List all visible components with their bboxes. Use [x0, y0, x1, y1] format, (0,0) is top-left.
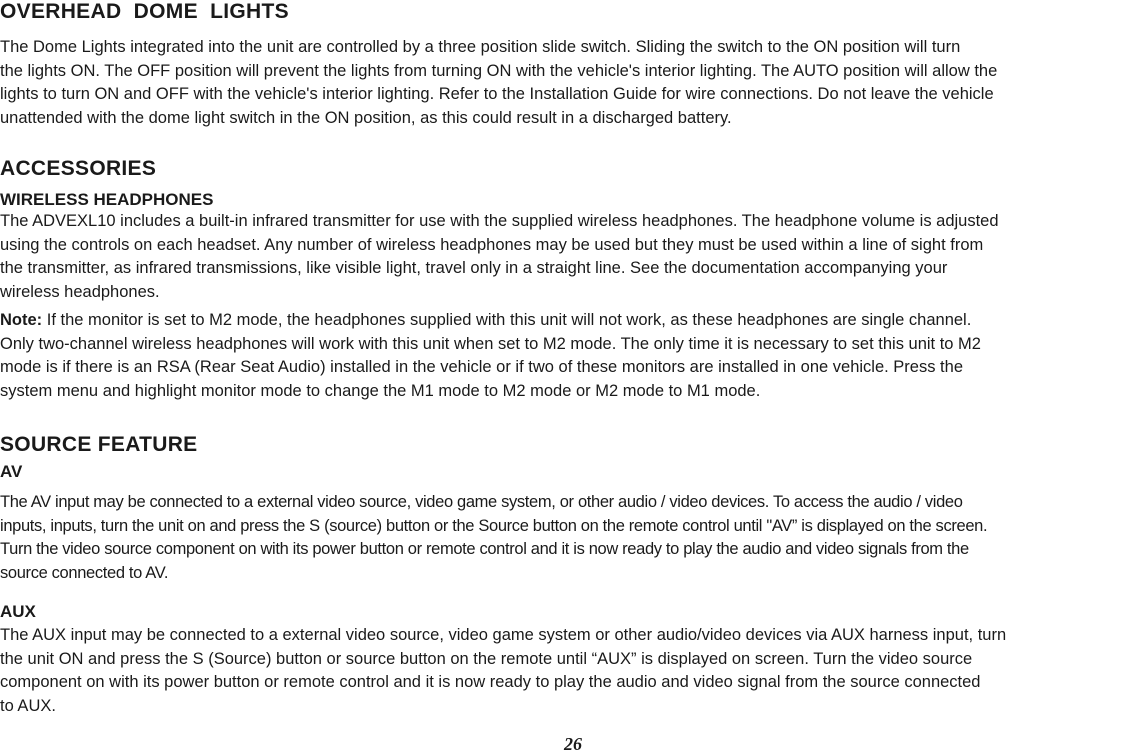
aux-line: the unit ON and press the S (Source) button or source button on the remote until “AUX” is displayed on screen. Turn the video source: [0, 649, 973, 668]
accessories-title: ACCESSORIES: [0, 157, 157, 180]
accessories-line: using the controls on each headset. Any number of wireless headphones may be used but they must be used within a line of sight from: [0, 235, 984, 254]
wireless-headphones-heading: WIRELESS HEADPHONES: [0, 190, 214, 209]
av-line: source connected to AV.: [0, 564, 169, 583]
accessories-line: The ADVEXL10 includes a built-in infrared transmitter for use with the supplied wireless headphones. The headphone volume is adjusted: [0, 212, 999, 230]
overhead-line: lights to turn ON and OFF with the vehicle's interior lighting. Refer to the Installation Guide for wire connections. Do not leave the vehicle: [0, 85, 994, 104]
av-heading-block: [0, 462, 1146, 482]
aux-line: component on with its power button or remote control and it is now ready to play the audio and video signal from the source connected: [0, 673, 981, 692]
note-label: Note:: [0, 311, 43, 329]
overhead-dome-lights-section: [0, 0, 1146, 24]
accessories-paragraph: [0, 210, 1146, 305]
accessories-section: [0, 157, 1146, 181]
source-feature-section: [0, 433, 1146, 457]
note-line: mode is if there is an RSA (Rear Seat Audio) installed in the vehicle or if two of these monitors are installed in one vehicle. Press the: [0, 358, 963, 377]
aux-heading-block: [0, 602, 1146, 622]
page-number: 26: [564, 734, 582, 754]
source-feature-title: SOURCE FEATURE: [0, 433, 198, 456]
av-heading: AV: [0, 462, 23, 481]
note-first-line: [0, 309, 1146, 333]
overhead-title: OVERHEAD DOME LIGHTS: [0, 0, 289, 23]
av-paragraph: [0, 491, 1146, 586]
overhead-paragraph: [0, 36, 1146, 131]
note-line: system menu and highlight monitor mode to change the M1 mode to M2 mode or M2 mode to M1 mode.: [0, 382, 761, 401]
av-line: The AV input may be connected to a external video source, video game system, or other audio / video devices. To access the audio / video: [0, 493, 963, 511]
note-line: Only two-channel wireless headphones will work with this unit when set to M2 mode. The only time it is necessary to set this unit to M2: [0, 334, 981, 353]
accessories-line: the transmitter, as infrared transmissions, like visible light, travel only in a straight line. See the documentation accompanying your: [0, 259, 948, 278]
overhead-line: the lights ON. The OFF position will prevent the lights from turning ON with the vehicle's interior lighting. The AUTO position will allow the: [0, 61, 998, 80]
av-line: inputs, inputs, turn the unit on and press the S (source) button or the Source button on the remote control until "AV” is displayed on the screen.: [0, 516, 988, 535]
aux-line: The AUX input may be connected to a external video source, video game system or other audio/video devices via AUX harness input, turn: [0, 626, 1007, 644]
aux-heading: AUX: [0, 602, 36, 621]
aux-paragraph: [0, 624, 1146, 719]
note-first-text: If the monitor is set to M2 mode, the headphones supplied with this unit will not work, as these headphones are single channel.: [42, 311, 972, 329]
overhead-line: unattended with the dome light switch in the ON position, as this could result in a discharged battery.: [0, 109, 732, 128]
wireless-headphones-heading-block: [0, 190, 1146, 210]
accessories-line: wireless headphones.: [0, 283, 160, 302]
overhead-line: The Dome Lights integrated into the unit are controlled by a three position slide switch. Sliding the switch to the ON position will turn: [0, 38, 961, 56]
aux-line: to AUX.: [0, 697, 56, 716]
av-line: Turn the video source component on with its power button or remote control and it is now ready to play the audio and video signals from the: [0, 540, 969, 559]
note-paragraph: [0, 309, 1146, 404]
